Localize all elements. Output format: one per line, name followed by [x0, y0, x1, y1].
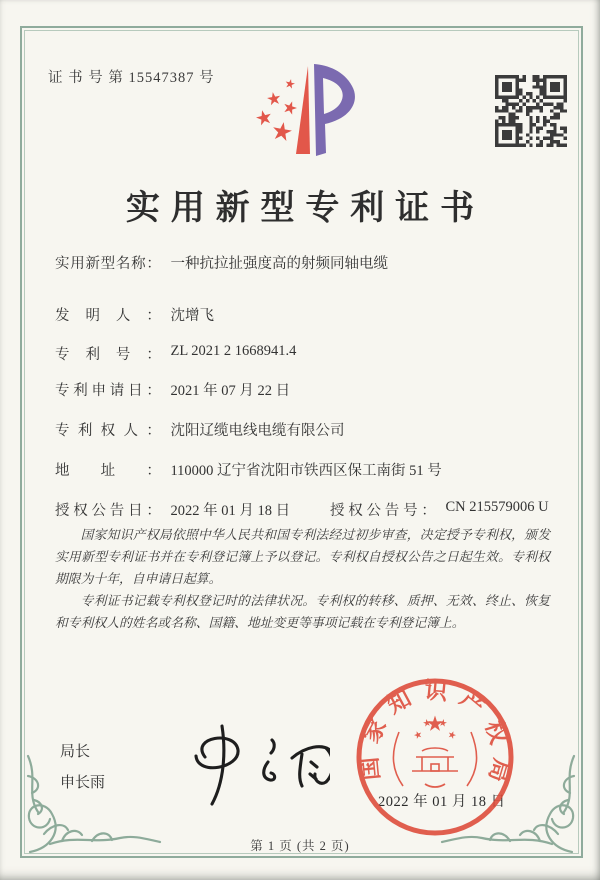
- field-label: 专利号：: [55, 347, 161, 363]
- director-name: 申长雨: [60, 774, 106, 791]
- legal-text: [55, 524, 550, 634]
- field-label: 地址：: [55, 463, 161, 479]
- field-label: 发明人：: [55, 308, 161, 324]
- field-address: [55, 459, 442, 480]
- director-block: [60, 740, 105, 792]
- field-grant-date: [55, 499, 290, 520]
- field-label: 专利申请日：: [55, 383, 161, 399]
- field-inventor: [55, 304, 214, 325]
- field-patentee: [55, 419, 344, 440]
- field-utility-model-name: [55, 252, 388, 273]
- field-value: 2022 年 01 月 18 日: [170, 503, 291, 519]
- legal-paragraph-1: 国家知识产权局依照中华人民共和国专利法经过初步审查，决定授予专利权，颁发实用新型专利证书并在专利登记簿上予以登记。专利权自授权公告之日起生效。专利权期限为十年，自申请日起算。: [55, 528, 550, 586]
- field-label: 专利权人：: [55, 423, 161, 439]
- field-patent-number: [55, 343, 296, 364]
- field-application-date: [55, 379, 290, 400]
- seal-date: 2022 年 01 月 18 日: [378, 794, 506, 810]
- qr-code: [495, 75, 567, 147]
- field-value: CN 215579006 U: [445, 499, 549, 515]
- director-signature-handwriting: [150, 712, 330, 812]
- field-value: 沈阳辽缆电线电缆有限公司: [170, 423, 345, 439]
- director-title: 局长: [60, 743, 91, 760]
- field-grant-number: [330, 499, 549, 520]
- field-label: 授权公告日：: [55, 503, 161, 519]
- page-number-footer: 第 1 页 (共 2 页): [250, 839, 350, 853]
- field-value: 110000 辽宁省沈阳市铁西区保工南街 51 号: [170, 463, 442, 479]
- legal-paragraph-2: 专利证书记载专利权登记时的法律状况。专利权的转移、质押、无效、终止、恢复和专利权人的姓名或名称、国籍、地址变更等事项记载在专利登记簿上。: [55, 594, 550, 630]
- certificate-title: 实用新型专利证书: [125, 190, 485, 227]
- certificate-number: 证 书 号 第 15547387 号: [48, 70, 215, 86]
- field-label: 授权公告号：: [330, 503, 436, 519]
- field-value: 沈增飞: [170, 308, 214, 324]
- field-label: 实用新型名称：: [55, 256, 161, 272]
- seal-ring-text: 国家知识产权局: [355, 677, 515, 796]
- field-value: ZL 2021 2 1668941.4: [170, 343, 297, 359]
- field-value: 2021 年 07 月 22 日: [170, 383, 291, 399]
- cnipa-logo-icon: [238, 54, 388, 169]
- field-value: 一种抗拉扯强度高的射频同轴电缆: [170, 256, 388, 272]
